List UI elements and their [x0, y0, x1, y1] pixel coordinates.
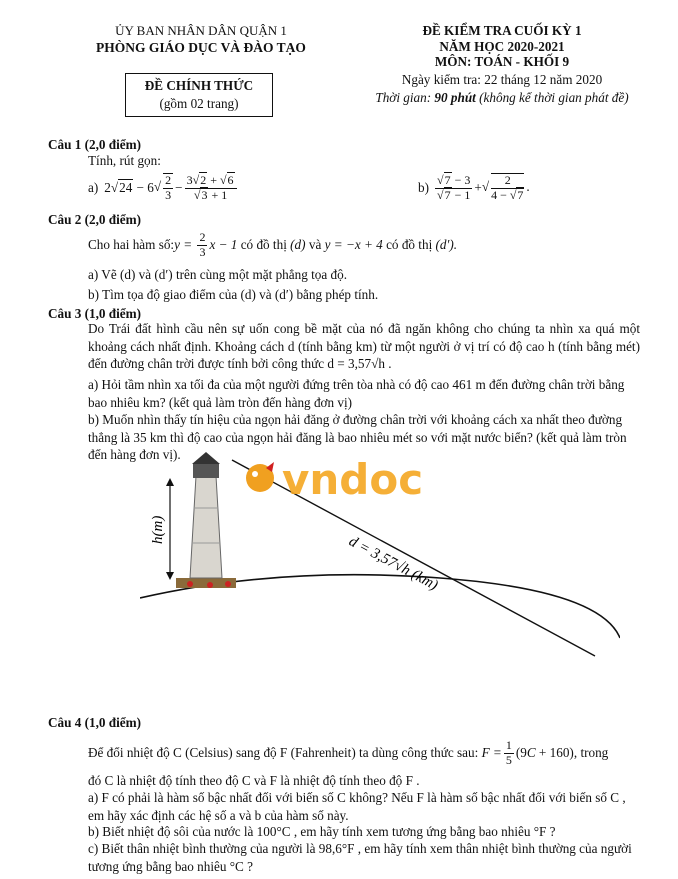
q2-function-d-rest: x − 1: [209, 237, 238, 253]
q4-formula: F =: [481, 745, 502, 761]
q2-intro: [88, 228, 457, 262]
q4-part-c: c) Biết thân nhiệt bình thường của người là 98,6°F , em hãy tính xem thân nhiệt bình thường của người tương ứng bằng bao nhiêu °C ?: [88, 841, 632, 874]
subject: MÔN: TOÁN - KHỐI 9: [434, 54, 570, 70]
q1-b-sqrt-frac: √ $\frac{2}{4 - √7}$ .: [481, 173, 530, 202]
q2-intro-mid3: có đồ thị: [382, 237, 436, 253]
q2-graph-d2: (d′).: [435, 237, 458, 253]
q1-part-b: [418, 168, 530, 208]
q1-b-label: b): [418, 180, 429, 196]
q4-title: Câu 4 (1,0 điểm): [48, 715, 142, 730]
time-suffix: (không kể thời gian phát đề): [475, 89, 629, 105]
q4-intro-line2: đó C là nhiệt độ tính theo độ C và F là nhiệt độ tính theo độ F .: [88, 773, 420, 788]
lighthouse-figure: [140, 448, 620, 698]
q3-part-b: b) Muốn nhìn thấy tín hiệu của ngọn hải đăng ở đường chân trời với khoảng cách xa nhất theo đường thẳng là 35 km thì độ cao của ngọn hải đăng là bao nhiêu mét so với mặt nước biển? (kết quả làm tròn đến hàng đơn vị).: [88, 412, 627, 463]
department-name: PHÒNG GIÁO DỤC VÀ ĐÀO TẠO: [96, 40, 306, 56]
watermark: vndoc: [282, 455, 424, 504]
q2-function-d: y =: [174, 237, 196, 253]
q1-b-plus: +: [474, 180, 482, 196]
q2-function-d2: y = −x + 4: [324, 237, 383, 253]
q1-title: Câu 1 (2,0 điểm): [48, 137, 142, 152]
q4-frac-one-fifth: $\frac{1}{5}$: [505, 737, 512, 767]
time-value: 90 phút: [434, 89, 476, 105]
q2-frac-two-thirds: $\frac{2}{3}$: [199, 229, 206, 259]
q1-a-minus: −: [175, 180, 183, 196]
q3-title: Câu 3 (1,0 điểm): [48, 306, 142, 321]
q1-a-label: a): [88, 180, 99, 196]
header-right: [352, 22, 652, 106]
q2-intro-prefix: Cho hai hàm số:: [88, 237, 175, 253]
exam-title: ĐỀ KIỂM TRA CUỐI KỲ 1: [422, 23, 582, 38]
q1-a-expression: 2√24 − 6: [104, 180, 154, 196]
q1-a-fraction: $\frac{3√2 + √6}{√3 + 1}$: [185, 174, 237, 203]
q2-title: Câu 2 (2,0 điểm): [48, 212, 142, 227]
q3-paragraph: Do Trái đất hình cầu nên sự uốn cong bề mặt của nó đã ngăn không cho chúng ta nhìn xa quá một khoảng cách nhất định. Khoảng cách d (tính bằng km) từ một người ở vị trí có độ cao h (tính bằng mét) đến đường chân trời được tính bởi công thức d = 3,57√h .: [88, 321, 640, 372]
lighthouse-icon: [176, 452, 236, 588]
q2-part-a: a) Vẽ (d) và (d′) trên cùng một mặt phẳng tọa độ.: [88, 267, 347, 282]
official-label: ĐỀ CHÍNH THỨC: [144, 78, 254, 93]
q4-part-b: b) Biết nhiệt độ sôi của nước là 100°C , em hãy tính xem tương ứng bằng bao nhiêu °F ?: [88, 824, 556, 839]
time-prefix: Thời gian:: [375, 89, 435, 105]
height-label: h(m): [150, 515, 166, 544]
q1-b-fraction1: $\frac{√7 - 3}{√7 - 1}$: [437, 172, 471, 202]
q3-part-a: a) Hỏi tầm nhìn xa tối đa của một người đứng trên tòa nhà có độ cao 461 m đến đường chân trời bằng bao nhiêu km? (kết quả làm tròn đến hàng đơn vị): [88, 377, 625, 410]
q1-part-a: [88, 168, 239, 208]
exam-date: Ngày kiểm tra: 22 tháng 12 năm 2020: [401, 72, 603, 88]
pages-note: (gồm 02 trang): [159, 95, 239, 111]
q2-intro-mid2: và: [305, 237, 325, 253]
q2-part-b: b) Tìm tọa độ giao điểm của (d) và (d′) bằng phép tính.: [88, 287, 379, 302]
q1-a-sqrt-frac: √ $\frac{2}{3}$: [153, 173, 172, 202]
q4-part-a: a) F có phải là hàm số bậc nhất đối với biến số C không? Nếu F là hàm số bậc nhất đối với biến số C , em hãy xác định các hệ số a và b của hàm số này.: [88, 790, 626, 823]
header-left: [86, 22, 316, 57]
q4-formula-rest: (9C + 160): [515, 745, 574, 761]
school-year: NĂM HỌC 2020-2021: [439, 38, 565, 54]
time-allowed: [352, 89, 652, 107]
vndoc-logo-icon: [246, 462, 274, 492]
official-box: [125, 73, 273, 117]
q2-intro-mid1: có đồ thị: [237, 237, 291, 253]
q4-intro-suffix: , trong: [573, 745, 609, 761]
q4-intro-prefix: Để đổi nhiệt độ C (Celsius) sang độ F (Fahrenheit) ta dùng công thức sau:: [88, 745, 482, 761]
committee-name: ỦY BAN NHÂN DÂN QUẬN 1: [115, 23, 287, 38]
q4-intro: [88, 736, 608, 770]
q2-graph-d: (d): [290, 237, 306, 253]
distance-label: d = 3,57√h (km): [346, 533, 441, 594]
q1-intro: Tính, rút gọn:: [88, 153, 161, 168]
